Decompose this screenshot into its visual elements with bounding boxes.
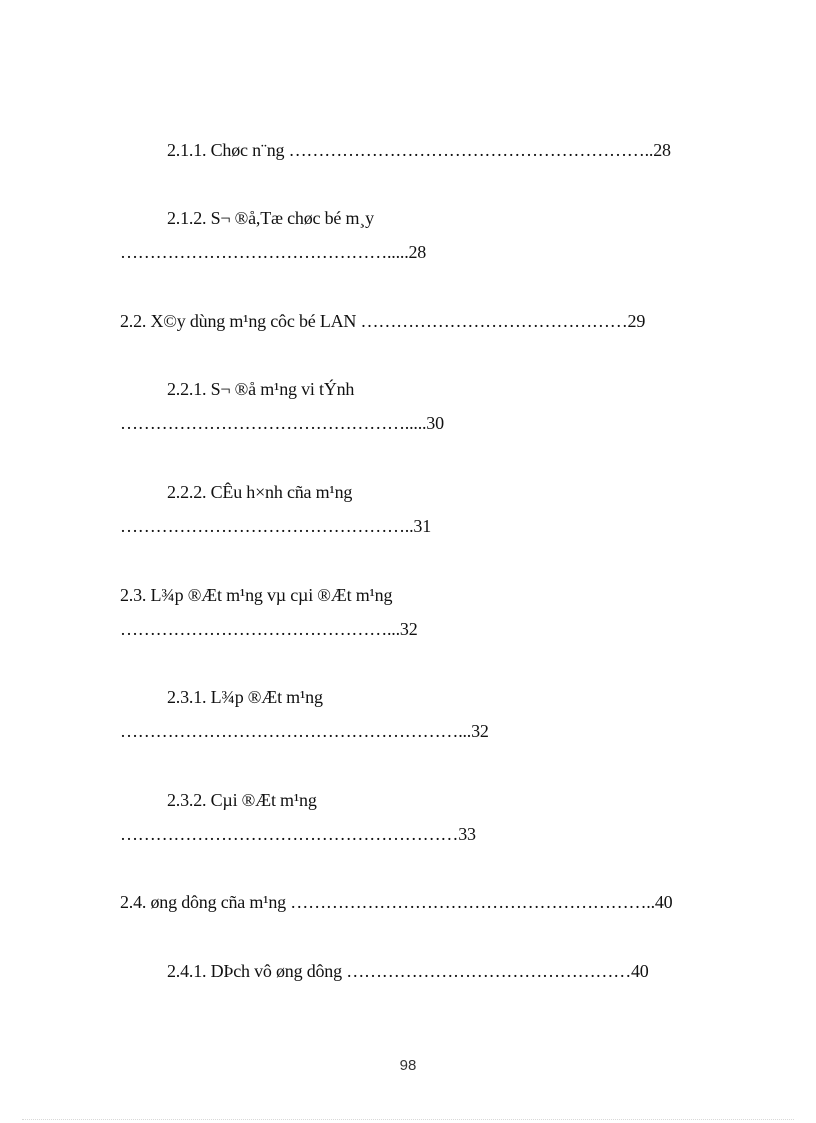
toc-entry-2-4: 2.4. øng dông cña m¹ng ……………………………………………………..40	[120, 892, 673, 912]
toc-entry-2-2-2-leader: …………………………………………..31	[120, 516, 432, 536]
toc-entry-2-3: 2.3. L¾p ®Æt m¹ng vµ cµi ®Æt m¹ng	[120, 585, 393, 605]
toc-entry-2-1-2-leader: ……………………………………….....28	[120, 242, 427, 262]
toc-entry-2-3-2-leader: …………………………………………………33	[120, 824, 476, 844]
page-bottom-border	[22, 1119, 794, 1120]
toc-entry-2-2-1-leader: ………………………………………….....30	[120, 413, 444, 433]
toc-entry-2-2-2: 2.2.2. CÊu h×nh cña m¹ng	[167, 482, 353, 502]
toc-entry-2-1-1: 2.1.1. Chøc n¨ng ……………………………………………………..28	[167, 140, 671, 160]
toc-entry-2-1-2: 2.1.2. S¬ ®å,Tæ chøc bé m¸y	[167, 208, 374, 228]
toc-entry-2-2-1: 2.2.1. S¬ ®å m¹ng vi tÝnh	[167, 379, 355, 399]
toc-entry-2-3-2: 2.3.2. Cµi ®Æt m¹ng	[167, 790, 317, 810]
toc-entry-2-2: 2.2. X©y dùng m¹ng côc bé LAN ………………………………………29	[120, 311, 646, 331]
toc-entry-2-4-1: 2.4.1. DÞch vô øng dông …………………………………………40	[167, 961, 649, 981]
toc-entry-2-3-leader: ………………………………………...32	[120, 619, 418, 639]
page-number: 98	[399, 1057, 417, 1074]
toc-entry-2-3-1-leader: …………………………………………………...32	[120, 721, 489, 741]
toc-entry-2-3-1: 2.3.1. L¾p ®Æt m¹ng	[167, 687, 323, 707]
